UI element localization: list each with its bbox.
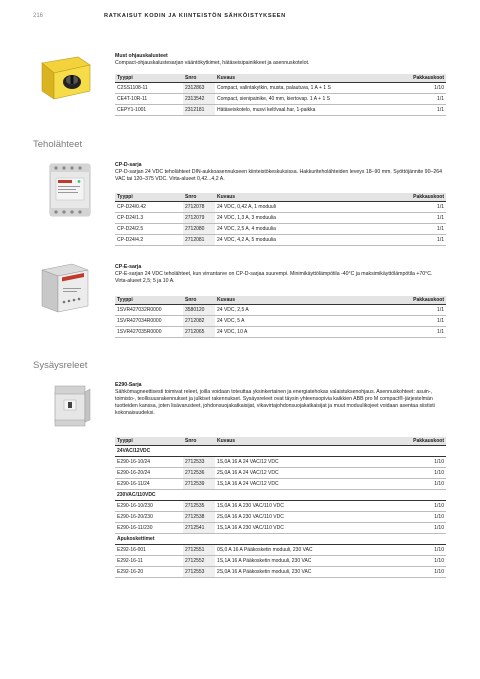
cell-pakkauskoot: 1/10 bbox=[391, 479, 446, 490]
cell-pakkauskoot: 1/1 bbox=[391, 327, 446, 338]
col-snro: Snro bbox=[183, 437, 215, 446]
cell-snro: 2712065 bbox=[183, 327, 215, 338]
group-label: Apukoskettimet bbox=[115, 534, 446, 545]
cell-kuvaus: 1S,0A 16 A 230 VAC/110 VDC bbox=[215, 501, 391, 512]
col-snro: Snro bbox=[183, 193, 215, 202]
cell-pakkauskoot: 1/10 bbox=[391, 83, 446, 94]
cell-kuvaus: 24 VDC, 4,2 A, 5 moduulia bbox=[215, 235, 391, 246]
enclosures-product-block bbox=[115, 53, 446, 67]
col-pakkauskoot: Pakkauskoot bbox=[391, 437, 446, 446]
cell-snro: 2712538 bbox=[183, 512, 215, 523]
cell-snro: 2712535 bbox=[183, 501, 215, 512]
cell-pakkauskoot: 1/1 bbox=[391, 224, 446, 235]
section-heading-teholahteet: Teholähteet bbox=[33, 139, 83, 150]
cell-snro: 2712553 bbox=[183, 567, 215, 578]
col-tyyppi: Tyyppi bbox=[115, 74, 183, 83]
cell-snro: 2712081 bbox=[183, 235, 215, 246]
cell-pakkauskoot: 1/1 bbox=[391, 105, 446, 116]
group-row bbox=[115, 446, 446, 457]
enclosures-table bbox=[115, 74, 446, 116]
cell-tyyppi: CP-D24/0.42 bbox=[115, 202, 183, 213]
group-label: 24VAC/12VDC bbox=[115, 446, 446, 457]
cell-snro: 2712080 bbox=[183, 224, 215, 235]
cell-pakkauskoot: 1/1 bbox=[391, 316, 446, 327]
cell-kuvaus: 1S,1A 16 A 24 VAC/12 VDC bbox=[215, 479, 391, 490]
col-kuvaus: Kuvaus bbox=[215, 193, 391, 202]
group-row bbox=[115, 534, 446, 545]
table-row bbox=[115, 545, 446, 556]
cell-tyyppi: E292-16-20 bbox=[115, 567, 183, 578]
e290-product-block bbox=[115, 382, 446, 417]
cell-kuvaus: 24 VDC, 10 A bbox=[215, 327, 391, 338]
table-header-row bbox=[115, 296, 446, 305]
cell-kuvaus: Compact, valintakytkin, musta, palautuva, 1 A + 1 S bbox=[215, 83, 391, 94]
cell-pakkauskoot: 1/1 bbox=[391, 202, 446, 213]
cell-tyyppi: E290-16-20/24 bbox=[115, 468, 183, 479]
cell-pakkauskoot: 1/10 bbox=[391, 567, 446, 578]
table-row bbox=[115, 468, 446, 479]
enclosures-title: Must ohjauskalusteet bbox=[115, 53, 168, 59]
cp-d-power-supply-image bbox=[48, 162, 92, 218]
table-row bbox=[115, 305, 446, 316]
table-row bbox=[115, 479, 446, 490]
cell-snro: 2313542 bbox=[183, 94, 215, 105]
cell-tyyppi: E290-16-10/230 bbox=[115, 501, 183, 512]
cell-pakkauskoot: 1/10 bbox=[391, 545, 446, 556]
cell-kuvaus: 0S,0 A 16 A Pääkosketin moduuli, 230 VAC bbox=[215, 545, 391, 556]
cell-kuvaus: 24 VDC, 0,42 A, 1 moduuli bbox=[215, 202, 391, 213]
cell-snro: 2312181 bbox=[183, 105, 215, 116]
cp-d-table bbox=[115, 193, 446, 246]
cell-tyyppi: E292-16-11 bbox=[115, 556, 183, 567]
cell-tyyppi: CE4T-10R-11 bbox=[115, 94, 183, 105]
group-label: 230VAC/110VDC bbox=[115, 490, 446, 501]
cp-e-power-supply-image bbox=[38, 262, 92, 314]
col-kuvaus: Kuvaus bbox=[215, 74, 391, 83]
cell-pakkauskoot: 1/10 bbox=[391, 556, 446, 567]
cell-tyyppi: E290-16-11/230 bbox=[115, 523, 183, 534]
cell-snro: 2712082 bbox=[183, 316, 215, 327]
cell-kuvaus: Hätäseiskotelo, musvi kelt/vaal.har, 1-paikka bbox=[215, 105, 391, 116]
table-row bbox=[115, 94, 446, 105]
cp-d-description: CP-D-sarjan 24 VDC teholähteet DIN-aukkoasennukseen kiinteistökeskuksissa. Hakkuriteholähteiden leveys 18–90 mm. Syöttöjännite 90–264 VAC tai 120–375 VDC. Virta-alueet 0,42...4,2 A. bbox=[115, 169, 442, 182]
table-row bbox=[115, 512, 446, 523]
table-row bbox=[115, 556, 446, 567]
cell-pakkauskoot: 1/10 bbox=[391, 501, 446, 512]
col-pakkauskoot: Pakkauskoot bbox=[391, 74, 446, 83]
cell-tyyppi: E290-16-20/230 bbox=[115, 512, 183, 523]
col-kuvaus: Kuvaus bbox=[215, 296, 391, 305]
cell-snro: 2712078 bbox=[183, 202, 215, 213]
col-tyyppi: Tyyppi bbox=[115, 193, 183, 202]
e290-relay-image bbox=[52, 384, 92, 428]
cell-pakkauskoot: 1/10 bbox=[391, 457, 446, 468]
cell-tyyppi: E290-16-11/24 bbox=[115, 479, 183, 490]
cell-kuvaus: 24 VDC, 2,5 A bbox=[215, 305, 391, 316]
cell-snro: 2712539 bbox=[183, 479, 215, 490]
cell-snro: 2312863 bbox=[183, 83, 215, 94]
group-row bbox=[115, 490, 446, 501]
cell-snro: 2712552 bbox=[183, 556, 215, 567]
cell-snro: 3580120 bbox=[183, 305, 215, 316]
cell-snro: 2712541 bbox=[183, 523, 215, 534]
cell-pakkauskoot: 1/1 bbox=[391, 235, 446, 246]
cell-tyyppi: CP-D24/2.5 bbox=[115, 224, 183, 235]
cell-tyyppi: 1SVR427032R0000 bbox=[115, 305, 183, 316]
col-tyyppi: Tyyppi bbox=[115, 437, 183, 446]
col-pakkauskoot: Pakkauskoot bbox=[391, 193, 446, 202]
e290-table bbox=[115, 437, 446, 578]
table-row bbox=[115, 202, 446, 213]
cp-d-product-block bbox=[115, 162, 446, 183]
table-row bbox=[115, 235, 446, 246]
table-row bbox=[115, 567, 446, 578]
cell-tyyppi: 1SVR427034R0000 bbox=[115, 316, 183, 327]
cell-pakkauskoot: 1/1 bbox=[391, 94, 446, 105]
cell-kuvaus: 1S,1A 16 A Pääkosketin moduuli, 230 VAC bbox=[215, 556, 391, 567]
cell-snro: 2712536 bbox=[183, 468, 215, 479]
cp-e-table bbox=[115, 296, 446, 338]
section-heading-sysaysreleet: Sysäysreleet bbox=[33, 360, 88, 371]
col-tyyppi: Tyyppi bbox=[115, 296, 183, 305]
table-row bbox=[115, 457, 446, 468]
cell-pakkauskoot: 1/1 bbox=[391, 213, 446, 224]
cell-snro: 2712079 bbox=[183, 213, 215, 224]
cell-kuvaus: 24 VDC, 2,5 A, 4 moduulia bbox=[215, 224, 391, 235]
table-row bbox=[115, 523, 446, 534]
cp-e-description: CP-E-sarjan 24 VDC teholähteet, kun virrantarve on CP-D-sarjaa suurempi. Minimikäyttölämpötila -40°C ja maksimikäyttölämpötila +70°C. Virta-alueet 2,5; 5 ja 10 A. bbox=[115, 271, 433, 284]
table-header-row bbox=[115, 193, 446, 202]
cell-kuvaus: Compact, sienipainike, 40 mm, kiertovap. 1 A + 1 S bbox=[215, 94, 391, 105]
col-kuvaus: Kuvaus bbox=[215, 437, 391, 446]
cell-kuvaus: 1S,0A 16 A 24 VAC/12 VDC bbox=[215, 457, 391, 468]
cell-tyyppi: CEPY1-1001 bbox=[115, 105, 183, 116]
cell-pakkauskoot: 1/10 bbox=[391, 512, 446, 523]
e290-title: E290-Sarja bbox=[115, 382, 142, 388]
cell-pakkauskoot: 1/1 bbox=[391, 305, 446, 316]
cell-kuvaus: 24 VDC, 5 A bbox=[215, 316, 391, 327]
cell-kuvaus: 2S,0A 16 A Pääkosketin moduuli, 230 VAC bbox=[215, 567, 391, 578]
cell-tyyppi: CP-D24/4.2 bbox=[115, 235, 183, 246]
running-header: RATKAISUT KODIN JA KIINTEISTÖN SÄHKÖISTYKSEEN bbox=[104, 13, 286, 19]
cell-tyyppi: 1SVR427035R0000 bbox=[115, 327, 183, 338]
cell-tyyppi: E292-16-001 bbox=[115, 545, 183, 556]
col-snro: Snro bbox=[183, 74, 215, 83]
cp-d-title: CP-D-sarja bbox=[115, 162, 142, 168]
col-snro: Snro bbox=[183, 296, 215, 305]
cell-tyyppi: E290-16-10/24 bbox=[115, 457, 183, 468]
cp-e-product-block bbox=[115, 264, 446, 285]
page-number: 216 bbox=[33, 13, 44, 19]
table-header-row bbox=[115, 74, 446, 83]
cell-tyyppi: CP-D24/1.3 bbox=[115, 213, 183, 224]
cell-snro: 2712551 bbox=[183, 545, 215, 556]
table-row bbox=[115, 501, 446, 512]
cell-snro: 2712533 bbox=[183, 457, 215, 468]
cell-tyyppi: C2SS1108-11 bbox=[115, 83, 183, 94]
e290-description: Sähkömagneettisesti toimivat releet, joilla voidaan toteuttaa yksinkertainen ja energiatehokas valaistuksenohjaus. Asennuskohteet: asuin-, toimisto-, teollisuusrakennukset ja julkiset rakennukset. Sysäysreleet ovat täysin yhteensopivia kaikkien ABB pro M compact®-järjestelmän tuotteiden kanssa, joten lisävarusteet, johdonsuojakatkaisijat, vikavirtajohdonsuojakatkaisijat ja muut moduulikojeet voidaan asentaa siististi kokonaisuudeksi. bbox=[115, 389, 435, 416]
enclosures-description: Compact-ohjauskalustesarjan vääntökytkimet, hätäseisipainikkeet ja asennuskotelot. bbox=[115, 60, 310, 66]
table-row bbox=[115, 316, 446, 327]
cell-pakkauskoot: 1/10 bbox=[391, 523, 446, 534]
table-row bbox=[115, 105, 446, 116]
cell-kuvaus: 1S,1A 16 A 230 VAC/110 VDC bbox=[215, 523, 391, 534]
table-row bbox=[115, 224, 446, 235]
cell-pakkauskoot: 1/10 bbox=[391, 468, 446, 479]
table-row bbox=[115, 83, 446, 94]
control-station-image bbox=[34, 53, 92, 101]
cp-e-title: CP-E-sarja bbox=[115, 264, 142, 270]
table-header-row bbox=[115, 437, 446, 446]
cell-kuvaus: 24 VDC, 1,3 A, 3 moduulia bbox=[215, 213, 391, 224]
col-pakkauskoot: Pakkauskoot bbox=[391, 296, 446, 305]
table-row bbox=[115, 327, 446, 338]
cell-kuvaus: 2S,0A 16 A 230 VAC/110 VDC bbox=[215, 512, 391, 523]
table-row bbox=[115, 213, 446, 224]
cell-kuvaus: 2S,0A 16 A 24 VAC/12 VDC bbox=[215, 468, 391, 479]
